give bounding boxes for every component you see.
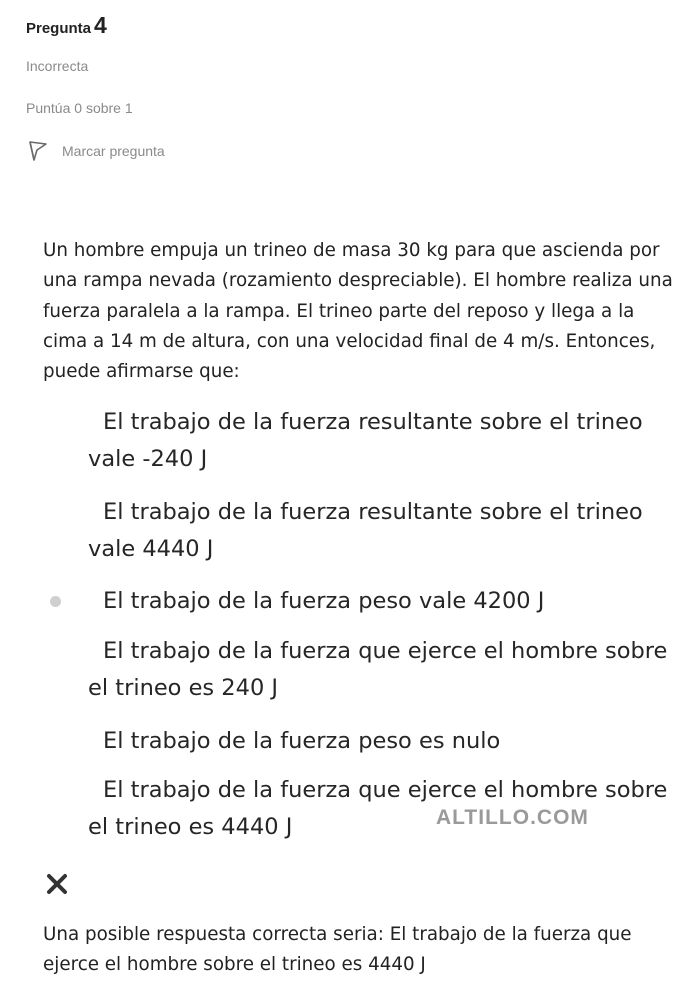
answer-option[interactable]: El trabajo de la fuerza peso es nulo (103, 728, 501, 754)
question-text: Un hombre empuja un trineo de masa 30 kg para que ascienda por una rampa nevada (rozamiento despreciable). El hombre realiza una fuerza paralela a la rampa. El trineo parte del reposo y llega a la cima a 14 m de altura, con una velocidad final de 4 m/s. Entonces, puede afirmarse que: (43, 240, 673, 383)
answer-option[interactable]: El trabajo de la fuerza que ejerce el hombre sobre el trineo es 4440 J (88, 777, 668, 840)
flag-question-label: Marcar pregunta (62, 143, 165, 159)
radio-selected-indicator[interactable] (50, 596, 61, 607)
question-info (26, 8, 326, 159)
question-grade: Puntúa 0 sobre 1 (26, 100, 133, 116)
answer-option[interactable]: El trabajo de la fuerza resultante sobre el trineo vale 4440 J (88, 499, 643, 562)
question-number: 4 (94, 12, 107, 38)
feedback-text: Una posible respuesta correcta seria: El trabajo de la fuerza que ejerce el hombre sobre el trineo es 4440 J (43, 924, 632, 976)
flag-question-button[interactable] (28, 140, 165, 162)
answer-option[interactable]: El trabajo de la fuerza resultante sobre el trineo vale -240 J (88, 409, 643, 472)
answer-option[interactable]: El trabajo de la fuerza que ejerce el hombre sobre el trineo es 240 J (88, 638, 668, 701)
x-icon (46, 873, 68, 895)
question-label: Pregunta (26, 20, 92, 37)
watermark: ALTILLO.COM (436, 806, 589, 829)
answer-option-selected[interactable]: El trabajo de la fuerza peso vale 4200 J (103, 588, 545, 614)
question-title (26, 8, 326, 42)
flag-icon (28, 140, 48, 162)
question-state: Incorrecta (26, 58, 89, 74)
